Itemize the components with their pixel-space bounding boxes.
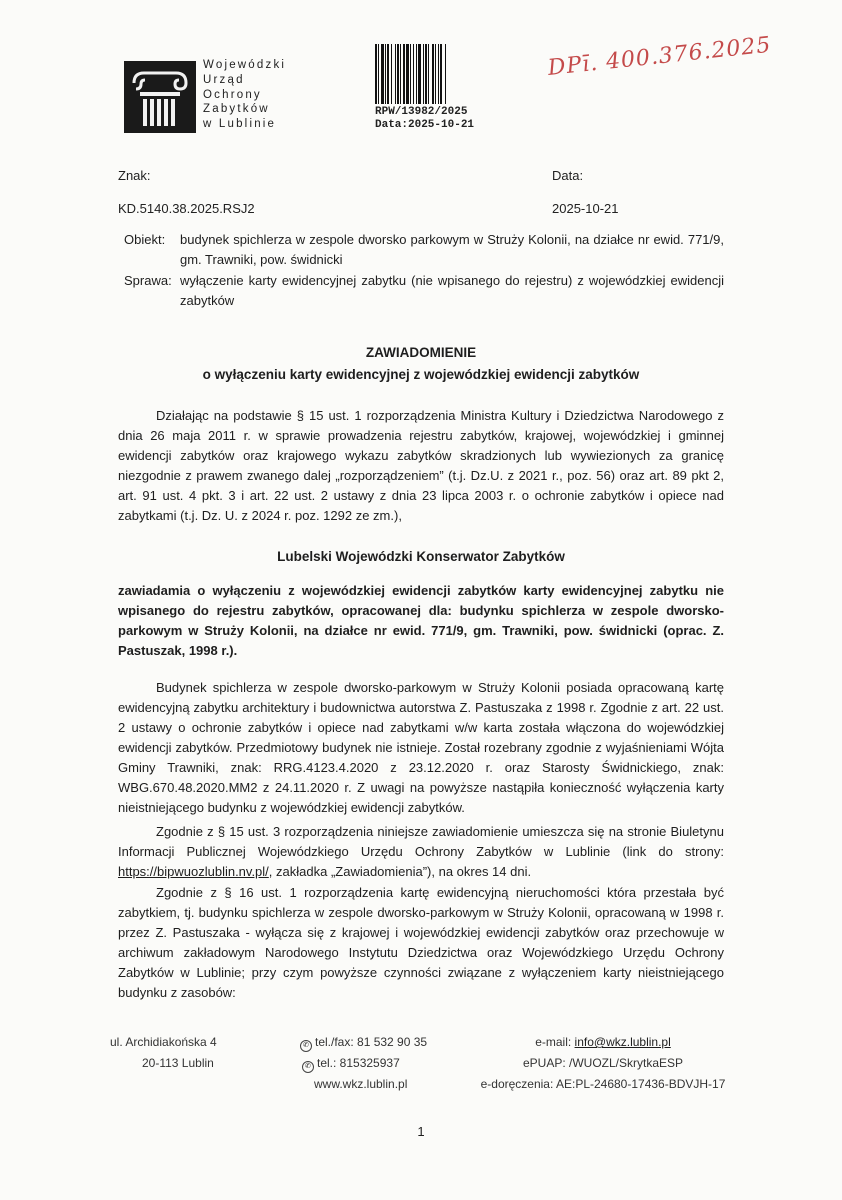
date-value: 2025-10-21	[552, 201, 619, 216]
barcode-bar	[410, 44, 411, 104]
website[interactable]: www.wkz.lublin.pl	[314, 1077, 408, 1091]
barcode-bar	[385, 44, 386, 104]
barcode-bar	[387, 44, 389, 104]
barcode-bar	[397, 44, 399, 104]
page-number: 1	[417, 1124, 425, 1139]
case-label: Sprawa:	[124, 273, 172, 288]
office-name-line: Ochrony	[203, 88, 262, 101]
object-value: budynek spichlerza w zespole dworsko parkowym w Struży Kolonii, na działce nr ewid. 771/9, gm. Trawniki, pow. świdnicki	[180, 232, 724, 267]
footer-phones	[300, 1032, 427, 1095]
publication-text-end: , zakładka „Zawiadomienia”), na okres 14 dni.	[268, 864, 532, 879]
column-icon	[124, 61, 196, 133]
explanation-paragraph: Budynek spichlerza w zespole dworsko-parkowym w Struży Kolonii posiada opracowaną kartę ewidencyjną zabytku architektury i budownictwa autorstwa Z. Pastuszaka z 1998 r. Zgodnie z art. 22 ust. 2 ustawy o ochronie zabytków i opiece nad zabytkami w/w karta została włączona do wojewódzkiej ewidencji zabytków. Przedmiotowy budynek nie istnieje. Został rozebrany zgodnie z wyjaśnieniami Wójta Gminy Trawniki, znak: RRG.4123.4.2020 z 23.12.2020 r. oraz Starosty Świdnickiego, znak: WBG.670.48.2020.MM2 z 24.11.2020 r. Z uwagi na powyższe nastąpiła konieczność wyłączenia karty nieistniejącego budynku z wojewódzkiej ewidencji zabytków.	[118, 680, 724, 815]
barcode-bar	[395, 44, 396, 104]
sign-value: KD.5140.38.2025.RSJ2	[118, 201, 255, 216]
barcode-bar	[375, 44, 377, 104]
barcode-bar	[418, 44, 421, 104]
barcode-bar	[425, 44, 427, 104]
barcode-bar	[428, 44, 429, 104]
phone-icon: ✆	[300, 1040, 312, 1052]
barcode-bar	[440, 44, 442, 104]
barcode-bar	[378, 44, 379, 104]
barcode-bar	[435, 44, 436, 104]
barcode-bar	[438, 44, 439, 104]
document-title: ZAWIADOMIENIE	[365, 345, 477, 360]
intro-paragraph: Działając na podstawie § 15 ust. 1 rozporządzenia Ministra Kultury i Dziedzictwa Narodowego z dnia 26 maja 2011 r. w sprawie prowadzenia rejestru zabytków, krajowej, wojewódzkiej i gminnej ewidencji zabytków oraz krajowego wykazu zabytków skradzionych lub wywiezionych za granicę niezgodnie z prawem zwanego dalej „rozporządzeniem” (t.j. Dz.U. z 2021 r., poz. 56) oraz art. 89 pkt 2, art. 91 ust. 4 pkt. 3 i art. 22 ust. 2 ustawy z dnia 23 lipca 2003 r. o ochronie zabytków i opiece nad zabytkami (t.j. Dz. U. z 2024 r. poz. 1292 ze zm.),	[118, 408, 724, 523]
epuap: ePUAP: /WUOZL/SkrytkaESP	[522, 1056, 684, 1070]
handwritten-note: DPī. 400.376.2025	[546, 32, 773, 81]
telfax-line	[300, 1032, 427, 1053]
telfax: tel./fax: 81 532 90 35	[315, 1035, 428, 1049]
phone-icon: ✆	[302, 1061, 314, 1073]
office-name-line: Wojewódzki	[203, 59, 287, 71]
barcode-label	[375, 106, 474, 132]
barcode-bar	[445, 44, 446, 104]
email-link[interactable]: info@wkz.lublin.pl	[574, 1035, 671, 1049]
barcode-bar	[406, 44, 409, 104]
barcode-bar	[403, 44, 405, 104]
office-name-line: Zabytków	[203, 103, 270, 116]
case-value: wyłączenie karty ewidencyjnej zabytku (nie wpisanego do rejestru) z wojewódzkiej ewidencji zabytków	[180, 273, 724, 308]
tel-line	[300, 1053, 427, 1074]
case-row	[124, 271, 724, 311]
date-label: Data:	[552, 168, 584, 183]
barcode-bar	[416, 44, 417, 104]
object-label: Obiekt:	[124, 232, 166, 247]
office-logo	[124, 61, 196, 133]
e-delivery-address: e-doręczenia: AE:PL-24680-17436-BDVJH-17	[480, 1077, 726, 1091]
barcode-bar	[381, 44, 384, 104]
office-name-line: w Lublinie	[203, 118, 277, 131]
barcode-bar	[413, 44, 414, 104]
publication-text: Zgodnie z § 15 ust. 3 rozporządzenia niniejsze zawiadomienie umieszcza się na stronie Biuletynu Informacji Publicznej Wojewódzkiego Urzędu Ochrony Zabytków w Lublinie (link do strony:	[118, 824, 724, 859]
barcode-number: RPW/13982/2025	[375, 106, 468, 118]
footer-contacts	[478, 1032, 728, 1095]
address-street: ul. Archidiakońska 4	[110, 1035, 217, 1049]
barcode-bars	[374, 44, 476, 104]
email-line	[478, 1032, 728, 1053]
office-name-line: Urząd	[203, 73, 245, 86]
barcode-date: Data:2025-10-21	[375, 119, 475, 131]
email-label: e-mail:	[535, 1035, 575, 1049]
decision-paragraph: zawiadamia o wyłączeniu z wojewódzkiej ewidencji zabytków karty ewidencyjnej zabytku nie wpisanego do rejestru zabytków, opracowanej dla: budynku spichlerza w zespole dworsko-parkowym w Struży Kolonii, na działce nr ewid. 771/9, gm. Trawniki, pow. świdnicki (oprac. Z. Pastuszak, 1998 r.).	[118, 583, 724, 658]
office-name	[203, 58, 286, 132]
bip-link[interactable]: https://bipwuozlublin.nv.pl/	[118, 864, 269, 879]
address-city: 20-113 Lublin	[142, 1056, 214, 1070]
barcode-bar	[423, 44, 424, 104]
tel: tel.: 815325937	[317, 1056, 400, 1070]
authority-name: Lubelski Wojewódzki Konserwator Zabytków	[277, 549, 565, 564]
publication-paragraph	[118, 822, 724, 882]
barcode-bar	[432, 44, 434, 104]
barcode-bar	[400, 44, 401, 104]
footer-address	[110, 1032, 217, 1074]
barcode	[374, 44, 476, 104]
archive-paragraph: Zgodnie z § 16 ust. 1 rozporządzenia kartę ewidencyjną nieruchomości która przestała być zabytkiem, tj. budynku spichlerza w zespole dworsko-parkowym w Struży Kolonii, opracowaną w 1998 r. przez Z. Pastuszaka - wyłącza się z krajowej i wojewódzkiej ewidencji zabytków oraz przechowuje w archiwum zakładowym Narodowego Instytutu Dziedzictwa oraz Wojewódzkiego Urzędu Ochrony Zabytków w Lublinie; przy czym powyższe czynności związane z wyłączeniem karty nieistniejącego budynku z zasobów:	[118, 885, 724, 1000]
object-row	[124, 230, 724, 270]
barcode-bar	[391, 44, 392, 104]
sign-label: Znak:	[118, 168, 151, 183]
document-subtitle: o wyłączeniu karty ewidencyjnej z wojewódzkiej ewidencji zabytków	[202, 367, 640, 382]
